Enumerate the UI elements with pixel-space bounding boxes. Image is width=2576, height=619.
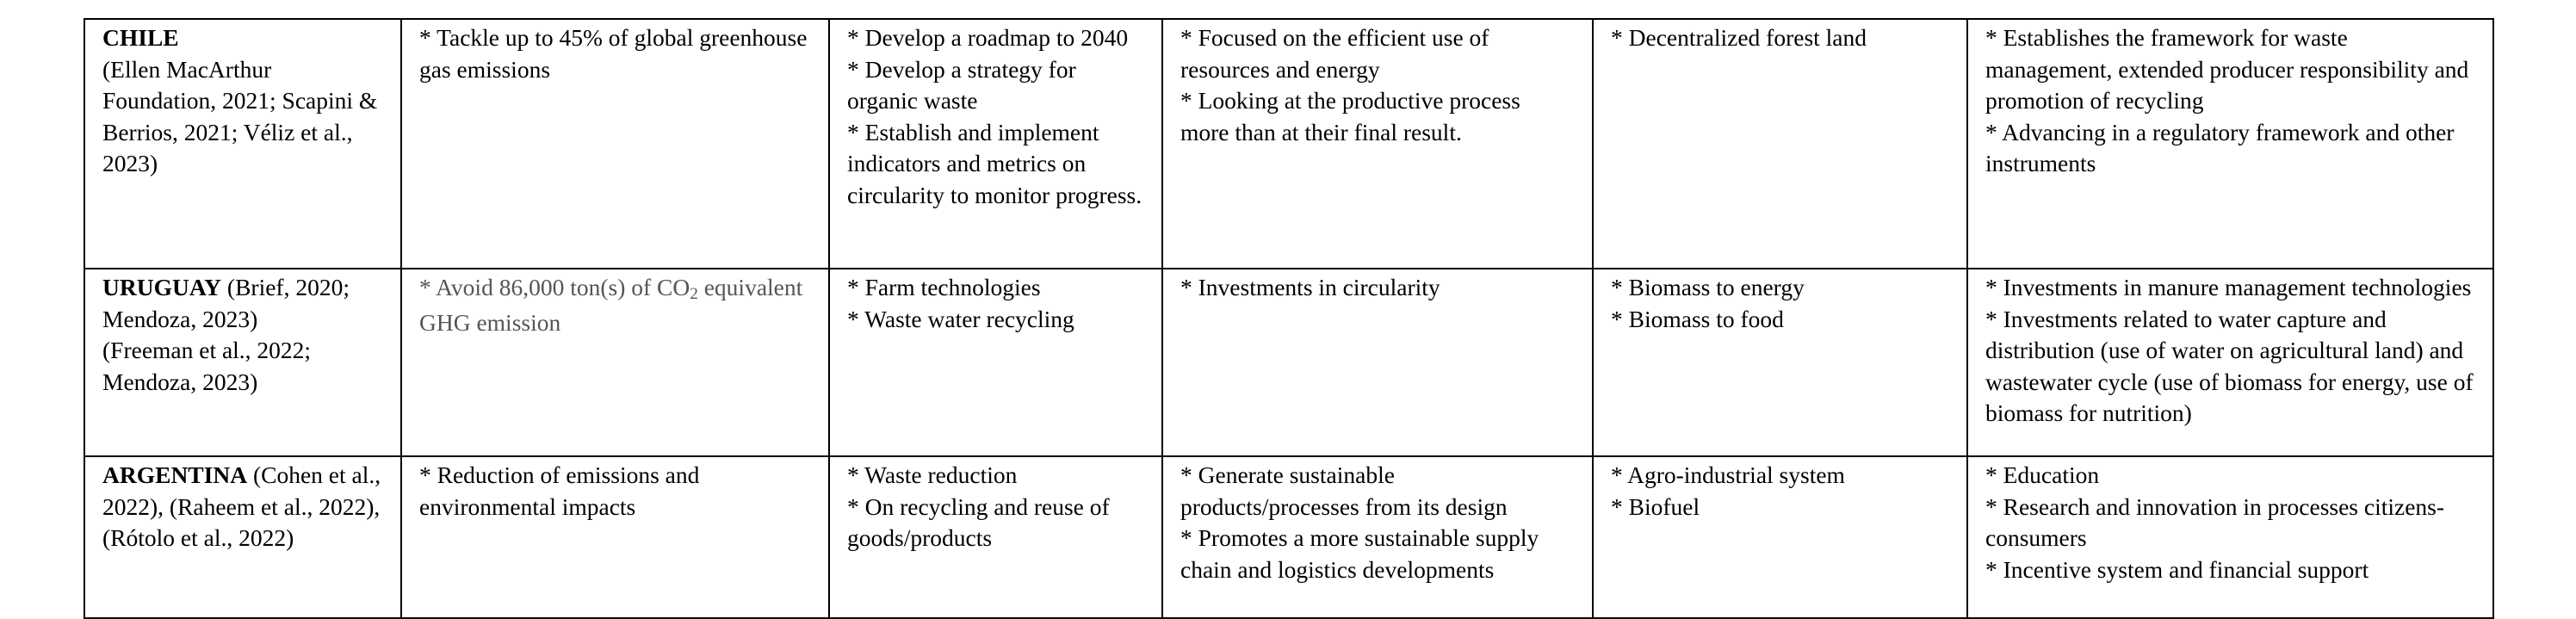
bullet-item: * Looking at the productive process more than at their final result. [1180, 87, 1520, 145]
strategy-cell-argentina [829, 456, 1162, 618]
bullet-item: * Investments in circularity [1180, 274, 1440, 300]
bullet-item: * Agro-industrial system [1611, 461, 1845, 488]
country-cell-argentina [84, 456, 401, 618]
policy-cell-chile [1967, 19, 2493, 269]
bullet-item: * Incentive system and financial support [1985, 555, 2369, 583]
focus-cell-chile [1162, 19, 1593, 269]
bullet-item: * Generate sustainable products/processes from its design [1180, 461, 1508, 520]
strategy-cell-uruguay [829, 269, 1162, 456]
table-row-uruguay [84, 269, 2493, 456]
strategy-cell-chile [829, 19, 1162, 269]
sector-cell-chile [1593, 19, 1967, 269]
bullet-item: * Reduction of emissions and environmental impacts [419, 461, 700, 520]
bullet-item: * Decentralized forest land [1611, 24, 1867, 51]
policy-cell-uruguay [1967, 269, 2493, 456]
bullet-item: * Establishes the framework for waste management, extended producer responsibility and promotion of recycling [1985, 24, 2469, 114]
bullet-item: * Develop a strategy for organic waste [847, 55, 1076, 114]
bullet-item: * Tackle up to 45% of global greenhouse gas emissions [419, 24, 808, 83]
country-name: URUGUAY [102, 274, 222, 300]
bullet-item: * Develop a roadmap to 2040 [847, 24, 1129, 51]
bullet-item: * Investments in manure management technologies [1985, 274, 2472, 300]
subscript-text: 2 [690, 284, 698, 303]
table-row-chile [84, 19, 2493, 269]
goals-cell-uruguay [401, 269, 829, 456]
bullet-item: * Biomass to food [1611, 305, 1784, 332]
bullet-item: * Research and innovation in processes citizens-consumers [1985, 492, 2445, 551]
circular-economy-table [84, 18, 2494, 619]
table-row-argentina [84, 456, 2493, 618]
country-name: ARGENTINA [102, 461, 248, 488]
policy-cell-argentina [1967, 456, 2493, 618]
bullet-item: * Waste water recycling [847, 305, 1074, 332]
bullet-item: * Biomass to energy [1611, 274, 1805, 300]
goals-cell-argentina [401, 456, 829, 618]
country-name: CHILE [102, 24, 179, 51]
country-cell-uruguay [84, 269, 401, 456]
bullet-item: * Establish and implement indicators and metrics on circularity to monitor progress. [847, 118, 1142, 208]
goals-cell-chile [401, 19, 829, 269]
country-reference: (Brief, 2020; Mendoza, 2023) [102, 274, 350, 332]
bullet-item: * Education [1985, 461, 2100, 488]
sector-cell-uruguay [1593, 269, 1967, 456]
country-reference: (Cohen et al., 2022), (Raheem et al., 2022), (Rótolo et al., 2022) [102, 461, 381, 551]
bullet-item: * Farm technologies [847, 274, 1041, 300]
country-cell-chile [84, 19, 401, 269]
sector-cell-argentina [1593, 456, 1967, 618]
bullet-item: * Avoid 86,000 ton(s) of CO [419, 274, 690, 300]
country-reference: (Ellen MacArthur Foundation, 2021; Scapini & Berrios, 2021; Véliz et al., 2023) [102, 55, 378, 176]
bullet-item: * Advancing in a regulatory framework and other instruments [1985, 118, 2455, 176]
bullet-item: * On recycling and reuse of goods/products [847, 492, 1110, 551]
bullet-item: * Promotes a more sustainable supply chain and logistics developments [1180, 524, 1539, 583]
bullet-item: * Investments related to water capture and distribution (use of water on agricultural land) and wastewater cycle (use of biomass for energy, use of biomass for nutrition) [1985, 305, 2474, 426]
focus-cell-uruguay [1162, 269, 1593, 456]
bullet-item: * Focused on the efficient use of resources and energy [1180, 24, 1489, 83]
bullet-item-continued: equivalent GHG emission [419, 274, 803, 336]
bullet-item: * Biofuel [1611, 492, 1700, 520]
country-reference: (Freeman et al., 2022; Mendoza, 2023) [102, 337, 312, 395]
focus-cell-argentina [1162, 456, 1593, 618]
bullet-item: * Waste reduction [847, 461, 1018, 488]
